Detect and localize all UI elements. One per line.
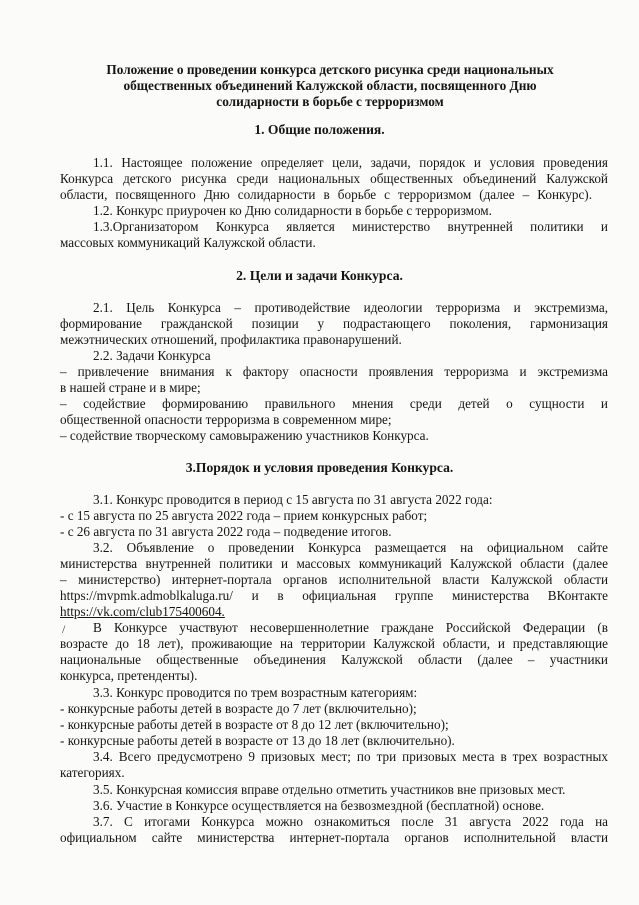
- paragraph-line: 3.4. Всего предусмотрено 9 призовых мест; по три призовых места в трех возрастных: [93, 749, 608, 764]
- paragraph-line: 2.2. Задачи Конкурса: [93, 348, 211, 363]
- title-line: общественных объединений Калужской области, посвященного Дню: [123, 78, 537, 93]
- paragraph-line: национальные общественные объединения Калужской области (далее – участники: [60, 652, 608, 667]
- paragraph-line: - конкурсные работы детей в возрасте от 13 до 18 лет (включительно).: [60, 733, 455, 748]
- paragraph-line: 2.1. Цель Конкурса – противодействие идеологии терроризма и экстремизма,: [93, 300, 608, 315]
- paragraph-line: 1.2. Конкурс приурочен ко Дню солидарности в борьбе с терроризмом.: [93, 203, 492, 218]
- paragraph-line: министерства внутренней политики и массовых коммуникаций Калужской области (далее: [60, 556, 608, 571]
- vk-group-link[interactable]: https://vk.com/club175400604.: [60, 604, 225, 619]
- paragraph-line: категориях.: [60, 765, 125, 780]
- paragraph-line: 1.3.Организатором Конкурса является министерство внутренней политики и: [93, 219, 608, 234]
- paragraph-line: области, посвященного Дню солидарности в борьбе с терроризмом (далее – Конкурс).: [60, 187, 592, 202]
- section-1-heading: 1. Общие положения.: [254, 122, 385, 137]
- paragraph-line: официальном сайте министерства интернет-портала органов исполнительной власти: [60, 830, 608, 845]
- paragraph-line: – содействие творческому самовыражению участников Конкурса.: [60, 428, 429, 443]
- paragraph-line: https://mvpmk.admoblkaluga.ru/ и в официальная группе министерства ВКонтакте: [60, 588, 608, 603]
- paragraph-line: - с 26 августа по 31 августа 2022 года – подведение итогов.: [60, 524, 392, 539]
- paragraph-line: 3.6. Участие в Конкурсе осуществляется на безвозмездной (бесплатной) основе.: [93, 798, 545, 813]
- document-title: [70, 62, 590, 110]
- paragraph-line: В Конкурсе участвуют несовершеннолетние граждане Российской Федерации (в: [93, 620, 608, 635]
- paragraph-line: возрасте до 18 лет), проживающие на территории Калужской области, и представляющие: [60, 636, 608, 651]
- paragraph-line: 3.1. Конкурс проводится в период с 15 августа по 31 августа 2022 года:: [93, 492, 493, 507]
- paragraph-line: 3.5. Конкурсная комиссия вправе отдельно отметить участников вне призовых мест.: [93, 782, 566, 797]
- paragraph-line: конкурса, претенденты).: [60, 668, 198, 683]
- paragraph-line: в нашей стране и в мире;: [60, 380, 201, 395]
- paragraph-line: - конкурсные работы детей в возрасте от 8 до 12 лет (включительно);: [60, 717, 449, 732]
- paragraph-line: 3.3. Конкурс проводится по трем возрастным категориям:: [93, 685, 418, 700]
- paragraph-line: межэтнических отношений, профилактика правонарушений.: [60, 332, 402, 347]
- paragraph-line: – содействие формированию правильного мнения среди детей о сущности и: [60, 396, 608, 411]
- paragraph-line: – привлечение внимания к фактору опасности проявления терроризма и экстремизма: [60, 364, 608, 379]
- section-2-heading: 2. Цели и задачи Конкурса.: [236, 268, 403, 283]
- paragraph-line: - конкурсные работы детей в возрасте до 7 лет (включительно);: [60, 701, 417, 716]
- paragraph-line: – министерство) интернет-портала органов исполнительной власти Калужской области: [60, 572, 608, 587]
- title-line: Положение о проведении конкурса детского рисунка среди национальных: [106, 62, 554, 77]
- paragraph-line: общественной опасности терроризма в современном мире;: [60, 412, 392, 427]
- paragraph-line: - с 15 августа по 25 августа 2022 года – прием конкурсных работ;: [60, 508, 428, 523]
- stray-mark-icon: /: [62, 622, 66, 636]
- paragraph-line: формирование гражданской позиции у подрастающего поколения, гармонизация: [60, 316, 608, 331]
- paragraph-line: массовых коммуникаций Калужской области.: [60, 235, 316, 250]
- paragraph-line: Конкурса детского рисунка среди национальных общественных объединений Калужской: [60, 171, 608, 186]
- paragraph-line: 1.1. Настоящее положение определяет цели, задачи, порядок и условия проведения: [93, 155, 608, 170]
- paragraph-line: 3.7. С итогами Конкурса можно ознакомиться после 31 августа 2022 года на: [93, 814, 608, 829]
- section-3-heading: 3.Порядок и условия проведения Конкурса.: [185, 460, 454, 475]
- paragraph-line: 3.2. Объявление о проведении Конкурса размещается на официальном сайте: [93, 540, 608, 555]
- title-line: солидарности в борьбе с терроризмом: [216, 94, 444, 109]
